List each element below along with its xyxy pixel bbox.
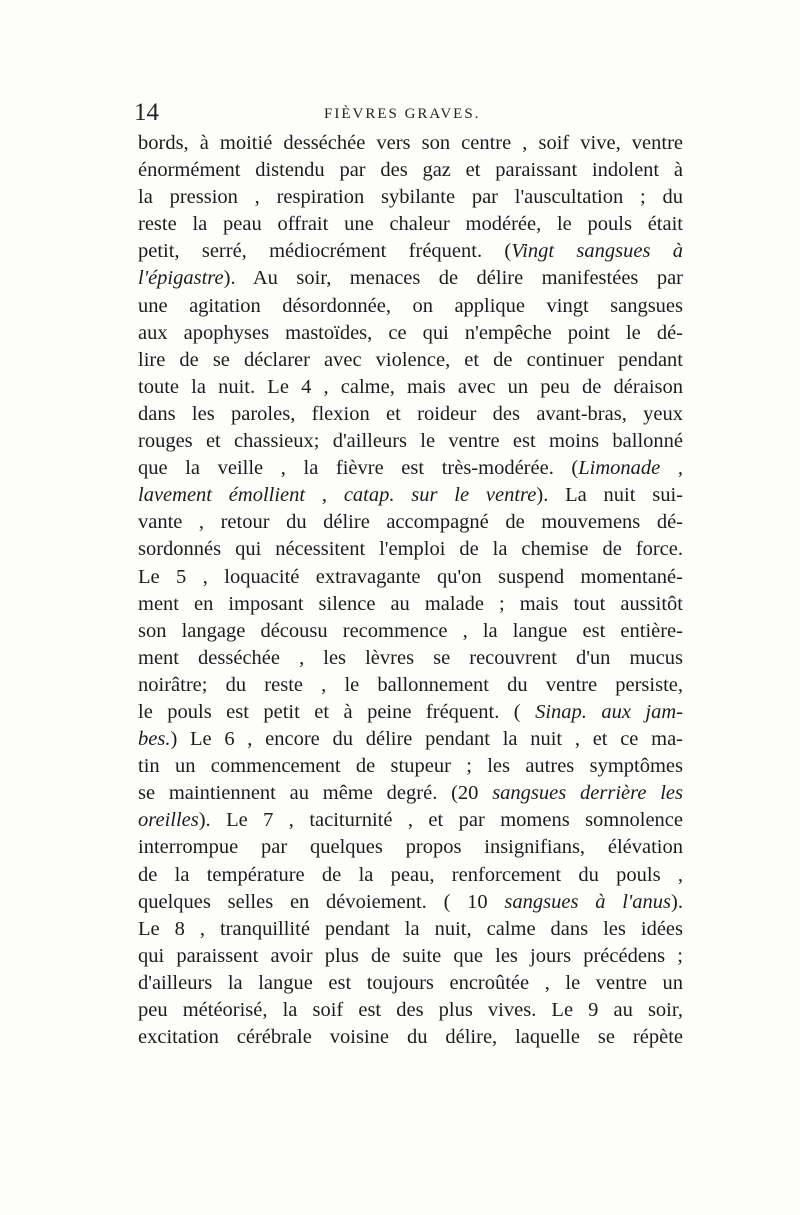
text-line: [138, 753, 683, 780]
text-segment: la pression , respiration sybilante par l'auscultation ; du: [138, 186, 683, 209]
text-segment: le pouls est petit et à peine fréquent. (: [138, 700, 536, 723]
text-segment: reste la peau offrait une chaleur modérée, le pouls était: [138, 213, 683, 236]
text-line: [138, 238, 683, 265]
text-line: [138, 130, 683, 157]
text-line: [138, 997, 683, 1024]
running-head: FIÈVRES GRAVES.: [324, 106, 481, 122]
text-segment: lire de se déclarer avec violence, et de continuer pendant: [138, 348, 683, 371]
text-segment: ). Le 7 , taciturnité , et par momens somnolence: [198, 809, 683, 832]
text-segment: interrompue par quelques propos insignifians, élévation: [138, 836, 683, 859]
text-line: [138, 536, 683, 563]
text-segment: ) Le 6 , encore du délire pendant la nuit , et ce ma-: [170, 728, 683, 751]
text-line: [138, 157, 683, 184]
text-line: [138, 970, 683, 997]
text-segment: Le 5 , loquacité extravagante qu'on suspend momentané-: [138, 565, 683, 588]
text-segment: énormément distendu par des gaz et paraissant indolent à: [138, 159, 683, 182]
italic-segment: Sinap. aux jam-: [535, 700, 683, 723]
text-segment: de la température de la peau, renforcement du pouls ,: [138, 863, 683, 886]
italic-segment: sangsues derrière les: [492, 782, 683, 805]
text-line: [138, 293, 683, 320]
italic-segment: bes.: [138, 728, 171, 751]
text-segment: aux apophyses mastoïdes, ce qui n'empêche point le dé-: [138, 321, 683, 344]
text-segment: dans les paroles, flexion et roideur des avant-bras, yeux: [138, 402, 683, 425]
text-line: [138, 834, 683, 861]
text-segment: bords, à moitié desséchée vers son centre , soif vive, ventre: [138, 132, 683, 154]
page-number: 14: [134, 99, 159, 126]
text-line: [138, 780, 683, 807]
text-line: [138, 482, 683, 509]
text-line: [138, 862, 683, 889]
text-segment: d'ailleurs la langue est toujours encroûtée , le ventre un: [138, 971, 683, 994]
text-segment: se maintiennent au même degré. (20: [138, 782, 493, 805]
text-segment: ). La nuit sui-: [536, 484, 684, 507]
text-segment: ). Au soir, menaces de délire manifestées par: [223, 267, 683, 290]
text-line: [138, 428, 683, 455]
text-segment: excitation cérébrale voisine du délire, laquelle se répète: [138, 1026, 683, 1049]
text-line: [138, 455, 683, 482]
text-line: [138, 320, 683, 347]
text-segment: sordonnés qui nécessitent l'emploi de la chemise de force.: [138, 538, 683, 561]
text-segment: tin un commencement de stupeur ; les autres symptômes: [138, 755, 683, 778]
text-line: [138, 211, 683, 238]
text-line: [138, 401, 683, 428]
text-line: [138, 672, 683, 699]
italic-segment: oreilles: [138, 809, 199, 832]
text-segment: rouges et chassieux; d'ailleurs le ventre est moins ballonné: [138, 430, 683, 453]
text-line: [138, 184, 683, 211]
italic-segment: Limonade ,: [578, 457, 684, 480]
text-line: [138, 374, 683, 401]
text-segment: noirâtre; du reste , le ballonnement du ventre persiste,: [138, 673, 683, 696]
text-segment: toute la nuit. Le 4 , calme, mais avec un peu de déraison: [138, 375, 683, 398]
page-header: [134, 98, 682, 128]
text-segment: Le 8 , tranquillité pendant la nuit, calme dans les idées: [138, 917, 683, 940]
text-segment: petit, serré, médiocrément fréquent. (: [138, 240, 512, 263]
text-line: [138, 591, 683, 618]
text-line: [138, 943, 683, 970]
text-line: [138, 618, 683, 645]
text-line: [138, 564, 683, 591]
italic-segment: sangsues à l'anus: [504, 890, 672, 913]
italic-segment: Vingt sangsues à: [511, 240, 683, 263]
text-segment: peu météorisé, la soif est des plus vives. Le 9 au soir,: [138, 999, 683, 1021]
text-line: [138, 347, 683, 374]
text-line: [138, 1024, 683, 1051]
text-line: [138, 726, 683, 753]
text-segment: ment en imposant silence au malade ; mais tout aussitôt: [138, 592, 683, 615]
text-line: [138, 807, 683, 834]
text-line: [138, 916, 683, 943]
text-line: [138, 645, 683, 672]
text-segment: vante , retour du délire accompagné de mouvemens dé-: [138, 511, 683, 534]
italic-segment: lavement émollient , catap. sur le ventre: [138, 484, 537, 507]
text-line: [138, 509, 683, 536]
text-line: [138, 889, 683, 916]
text-segment: qui paraissent avoir plus de suite que les jours précédens ;: [138, 944, 683, 967]
text-segment: ).: [671, 890, 683, 913]
text-segment: ment desséchée , les lèvres se recouvrent d'un mucus: [138, 646, 683, 669]
text-segment: quelques selles en dévoiement. ( 10: [138, 890, 505, 913]
text-line: [138, 265, 683, 292]
text-segment: son langage décousu recommence , la langue est entière-: [138, 619, 683, 642]
italic-segment: l'épigastre: [138, 267, 224, 290]
body-text: [138, 130, 683, 1051]
text-segment: une agitation désordonnée, on applique vingt sangsues: [138, 294, 683, 317]
text-line: [138, 699, 683, 726]
text-segment: que la veille , la fièvre est très-modérée. (: [138, 457, 579, 480]
